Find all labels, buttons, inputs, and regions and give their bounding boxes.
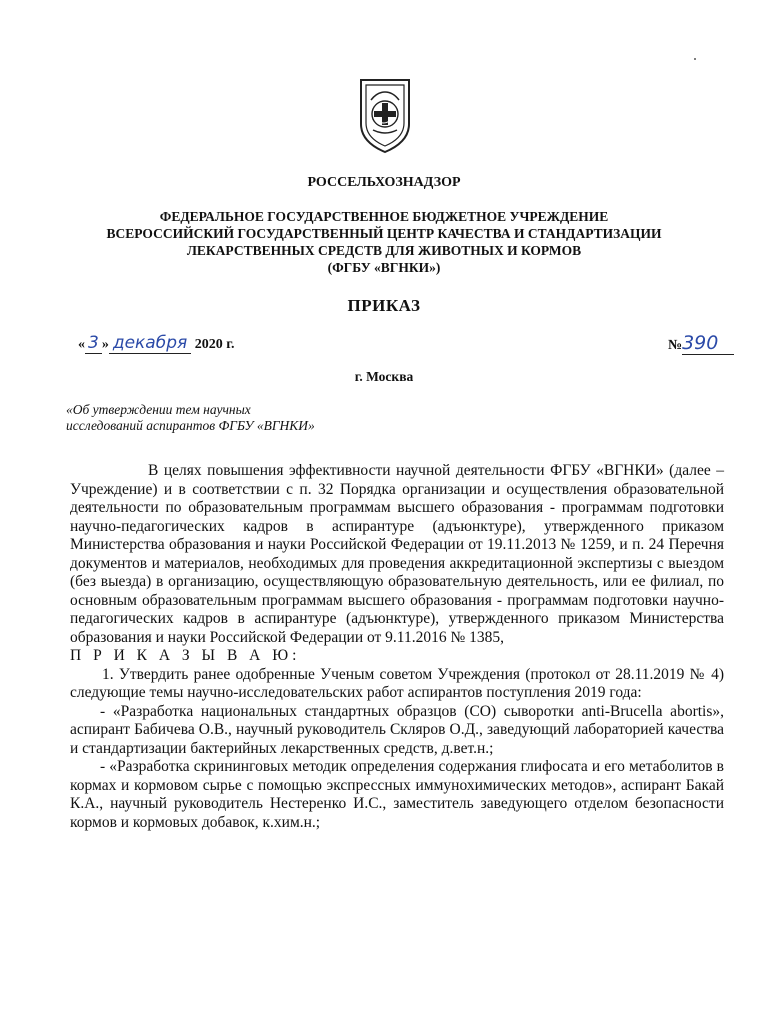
date-day: 3 [85, 333, 102, 354]
order-body [70, 462, 724, 832]
date-month: декабря [109, 333, 191, 354]
order-subject [66, 402, 396, 434]
institution-line: ЛЕКАРСТВЕННЫХ СРЕДСТВ ДЛЯ ЖИВОТНЫХ И КОРМОВ [186, 243, 582, 258]
date-year: 2020 г. [194, 337, 235, 352]
order-word: П Р И К А З Ы В А Ю: [70, 647, 301, 664]
subject-line: исследований аспирантов ФГБУ «ВГНКИ» [66, 418, 315, 433]
order-number [668, 332, 734, 355]
subject-line: «Об утверждении тем научных [66, 402, 251, 417]
number-value: 390 [682, 332, 734, 355]
institution-line: ВСЕРОССИЙСКИЙ ГОСУДАРСТВЕННЫЙ ЦЕНТР КАЧЕСТВА И СТАНДАРТИЗАЦИИ [106, 226, 662, 241]
agency-name: РОССЕЛЬХОЗНАДЗОР [307, 175, 461, 190]
emblem-icon [357, 76, 413, 156]
date-open-quote: « [78, 337, 85, 352]
order-date [78, 333, 235, 353]
topic-1-paragraph: - «Разработка национальных стандартных образцов (СО) сыворотки anti-Brucella abortis», аспирант Бабичева О.В., научный руководитель Скляров О.Д., заведующий лабораторией качества и стандартизации бактерийных лекарственных средств, д.вет.н.; [70, 702, 724, 757]
institution-line: ФЕДЕРАЛЬНОЕ ГОСУДАРСТВЕННОЕ БЮДЖЕТНОЕ УЧРЕЖДЕНИЕ [159, 209, 609, 224]
document-title: ПРИКАЗ [347, 296, 421, 315]
preamble-paragraph: В целях повышения эффективности научной деятельности ФГБУ «ВГНКИ» (далее – Учреждение) и в соответствии с п. 32 Порядка организации и осуществления образовательной деятельности по образовательным программам высшего образования - программам подготовки научно-педагогических кадров в аспирантуре (адъюнктуре), утвержденного приказом Министерства образования и науки Российской Федерации от 19.11.2013 № 1259, и п. 24 Перечня документов и материалов, необходимых для проведения аккредитационной экспертизы с выездом (без выезда) в организацию, осуществляющую образовательную деятельность, или ее филиал, по основным образовательным программам высшего образования - программам подготовки научно-педагогических кадров в аспирантуре (адъюнктуре), утвержденного приказом Министерства образования и науки Российской Федерации от 9.11.2016 № 1385, [70, 462, 724, 646]
institution-name [0, 208, 768, 276]
city: г. Москва [354, 369, 414, 384]
scan-speck [694, 58, 696, 60]
topic-2-paragraph: - «Разработка скрининговых методик определения содержания глифосата и его метаболитов в кормах и кормовом сырье с помощью экспрессных иммунохимических методов», аспирант Бакай К.А., научный руководитель Нестеренко И.С., заместитель заведующего отделом безопасности кормов и кормовых добавок, к.хим.н.; [70, 758, 724, 831]
item-1-paragraph: 1. Утвердить ранее одобренные Ученым советом Учреждения (протокол от 28.11.2019 № 4) следующие темы научно-исследовательских работ аспирантов поступления 2019 года: [70, 665, 724, 701]
institution-abbreviation: (ФГБУ «ВГНКИ») [327, 260, 441, 275]
date-close-quote: » [101, 337, 109, 352]
number-sign: № [668, 338, 683, 353]
